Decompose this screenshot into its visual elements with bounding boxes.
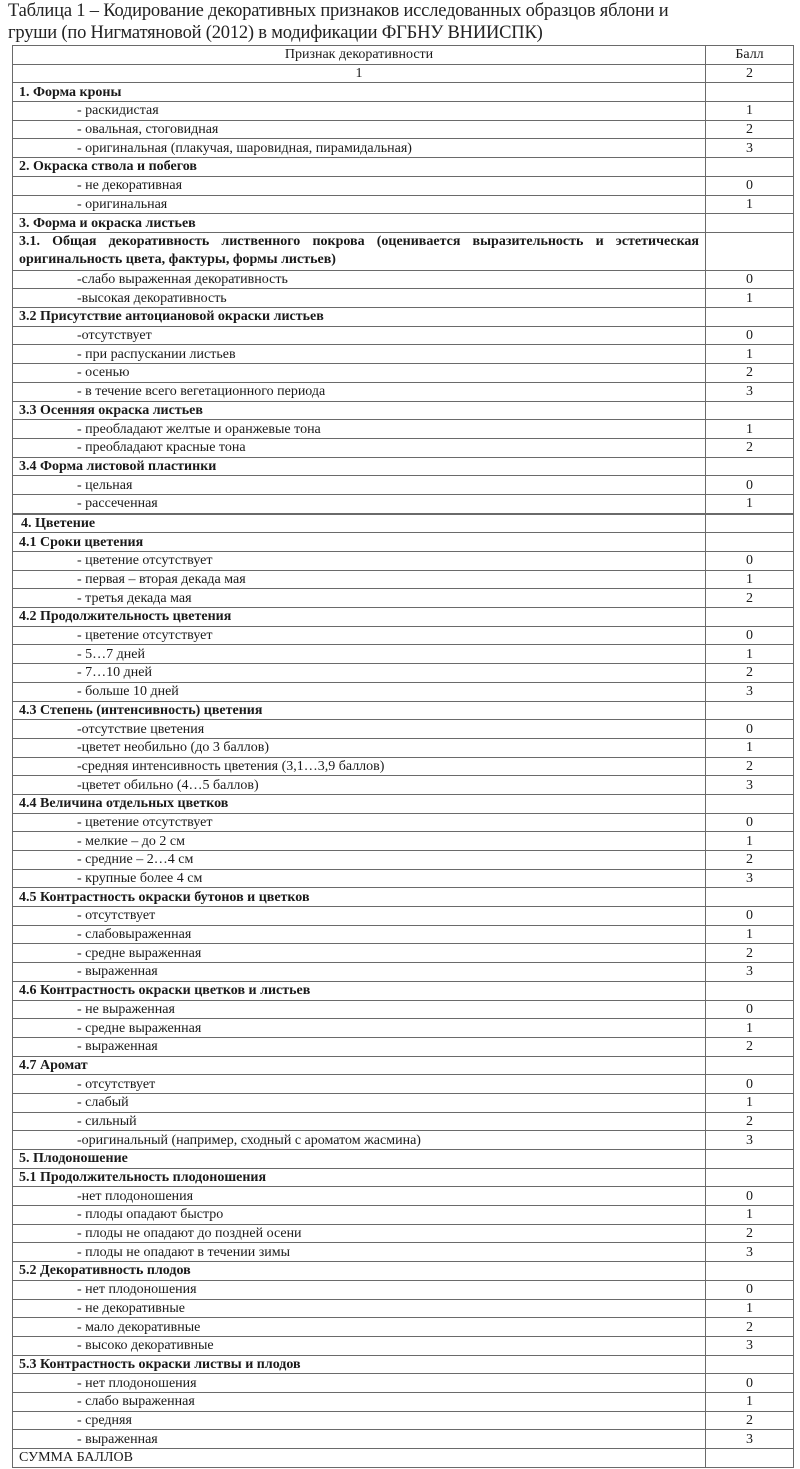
table-row-section [13, 83, 794, 102]
table-row-item [13, 195, 794, 214]
score-value: 1 [706, 1019, 794, 1038]
column-number-row [13, 64, 794, 83]
score-value: 3 [706, 963, 794, 982]
score-value: 3 [706, 1430, 794, 1449]
trait-label: - средняя [13, 1411, 706, 1430]
table-row-subsection [13, 1056, 794, 1075]
score-value [706, 514, 794, 533]
table-row-item [13, 851, 794, 870]
score-value: 3 [706, 869, 794, 888]
score-value: 1 [706, 420, 794, 439]
table-row-item [13, 270, 794, 289]
trait-label: 3.3 Осенняя окраска листьев [13, 401, 706, 420]
score-value: 1 [706, 832, 794, 851]
table-row-item [13, 289, 794, 308]
score-value [706, 1355, 794, 1374]
trait-label: 5.2 Декоративность плодов [13, 1262, 706, 1281]
score-value: 3 [706, 1336, 794, 1355]
trait-label: - плоды не опадают в течении зимы [13, 1243, 706, 1262]
trait-label: 4.7 Аромат [13, 1056, 706, 1075]
table-caption [8, 0, 798, 44]
score-value: 0 [706, 813, 794, 832]
table-row-subsection [13, 401, 794, 420]
trait-label: - средне выраженная [13, 1019, 706, 1038]
trait-label: -высокая декоративность [13, 289, 706, 308]
score-value [706, 981, 794, 1000]
table-row-item [13, 1075, 794, 1094]
score-value: 1 [706, 289, 794, 308]
trait-label: -слабо выраженная декоративность [13, 270, 706, 289]
table-row-item [13, 776, 794, 795]
table-row-item [13, 1131, 794, 1150]
trait-label: - мало декоративные [13, 1318, 706, 1337]
trait-label: - сильный [13, 1112, 706, 1131]
trait-label: -оригинальный (например, сходный с ароматом жасмина) [13, 1131, 706, 1150]
table-row-item [13, 494, 794, 513]
trait-label: 3. Форма и окраска листьев [13, 214, 706, 233]
trait-label: 4.5 Контрастность окраски бутонов и цветков [13, 888, 706, 907]
table-row-item [13, 326, 794, 345]
trait-label: - первая – вторая декада мая [13, 570, 706, 589]
score-value: 2 [706, 944, 794, 963]
score-value: 1 [706, 494, 794, 513]
trait-label: 4. Цветение [13, 514, 706, 533]
trait-label: - высоко декоративные [13, 1336, 706, 1355]
table-row-item [13, 176, 794, 195]
trait-label: - цветение отсутствует [13, 813, 706, 832]
trait-label: - овальная, стоговидная [13, 120, 706, 139]
table-row-total [13, 1449, 794, 1468]
trait-label: - выраженная [13, 963, 706, 982]
trait-label: - выраженная [13, 1037, 706, 1056]
table-row-subsection [13, 1355, 794, 1374]
trait-label: - крупные более 4 см [13, 869, 706, 888]
score-value: 1 [706, 345, 794, 364]
score-value [706, 608, 794, 627]
score-value: 2 [706, 851, 794, 870]
score-value: 1 [706, 102, 794, 121]
trait-label: - цветение отсутствует [13, 552, 706, 571]
table-row-item [13, 1280, 794, 1299]
table-row-item [13, 139, 794, 158]
table-row-section [13, 214, 794, 233]
trait-label: - оригинальная [13, 195, 706, 214]
score-value [706, 1168, 794, 1187]
table-row-item [13, 738, 794, 757]
column-number-1: 1 [13, 64, 706, 83]
score-value: 2 [706, 1411, 794, 1430]
column-number-2: 2 [706, 64, 794, 83]
score-value: 1 [706, 570, 794, 589]
table-row-item [13, 1243, 794, 1262]
table-row-item [13, 963, 794, 982]
table-row-item [13, 1299, 794, 1318]
table-row-section [13, 1150, 794, 1169]
trait-label: - при распускании листьев [13, 345, 706, 364]
table-row-section [13, 514, 794, 533]
table-row-item [13, 438, 794, 457]
table-row-item [13, 570, 794, 589]
score-value: 2 [706, 589, 794, 608]
table-row-subsection [13, 308, 794, 327]
table-row-subsection [13, 232, 794, 270]
score-value: 3 [706, 1243, 794, 1262]
trait-label: - не выраженная [13, 1000, 706, 1019]
table-row-item [13, 757, 794, 776]
score-value: 2 [706, 1224, 794, 1243]
score-value: 2 [706, 757, 794, 776]
trait-label: - выраженная [13, 1430, 706, 1449]
trait-label: - нет плодоношения [13, 1280, 706, 1299]
trait-label: 3.2 Присутствие антоциановой окраски листьев [13, 308, 706, 327]
trait-label: 4.4 Величина отдельных цветков [13, 794, 706, 813]
table-row-item [13, 1000, 794, 1019]
trait-label: - плоды опадают быстро [13, 1206, 706, 1225]
trait-label: - плоды не опадают до поздней осени [13, 1224, 706, 1243]
trait-label: 5. Плодоношение [13, 1150, 706, 1169]
score-value [706, 533, 794, 552]
header-score: Балл [706, 46, 794, 65]
table-row-item [13, 1037, 794, 1056]
decorative-traits-table [12, 45, 794, 1468]
trait-label: - преобладают красные тона [13, 438, 706, 457]
table-row-item [13, 813, 794, 832]
table-row-item [13, 1392, 794, 1411]
score-value [706, 1449, 794, 1468]
trait-label: -цветет необильно (до 3 баллов) [13, 738, 706, 757]
trait-label: 5.1 Продолжительность плодоношения [13, 1168, 706, 1187]
table-row-item [13, 869, 794, 888]
trait-label: - больше 10 дней [13, 682, 706, 701]
header-trait: Признак декоративности [13, 46, 706, 65]
table-row-item [13, 925, 794, 944]
table-row-item [13, 1093, 794, 1112]
table-row-item [13, 1318, 794, 1337]
table-row-item [13, 364, 794, 383]
table-row-subsection [13, 1168, 794, 1187]
trait-label: -отсутствие цветения [13, 720, 706, 739]
score-value [706, 1150, 794, 1169]
score-value: 3 [706, 382, 794, 401]
caption-line-2: груши (по Нигматяновой (2012) в модификации ФГБНУ ВНИИСПК) [8, 23, 543, 43]
table-row-item [13, 1187, 794, 1206]
trait-label: - преобладают желтые и оранжевые тона [13, 420, 706, 439]
table-row-item [13, 1374, 794, 1393]
table-row-subsection [13, 533, 794, 552]
trait-label: - оригинальная (плакучая, шаровидная, пирамидальная) [13, 139, 706, 158]
score-value: 0 [706, 1075, 794, 1094]
table-row-subsection [13, 701, 794, 720]
score-value [706, 214, 794, 233]
score-value: 0 [706, 176, 794, 195]
score-value: 2 [706, 438, 794, 457]
table-row-item [13, 720, 794, 739]
trait-label: - средне выраженная [13, 944, 706, 963]
trait-label: - в течение всего вегетационного периода [13, 382, 706, 401]
trait-label: - не декоративная [13, 176, 706, 195]
score-value: 3 [706, 139, 794, 158]
trait-label: 3.4 Форма листовой пластинки [13, 457, 706, 476]
score-value: 0 [706, 907, 794, 926]
trait-label: -средняя интенсивность цветения (3,1…3,9 баллов) [13, 757, 706, 776]
table-row-item [13, 1224, 794, 1243]
score-value: 1 [706, 645, 794, 664]
score-value: 3 [706, 1131, 794, 1150]
table-row-item [13, 1336, 794, 1355]
score-value [706, 457, 794, 476]
trait-label: -нет плодоношения [13, 1187, 706, 1206]
trait-label: 4.2 Продолжительность цветения [13, 608, 706, 627]
score-value [706, 83, 794, 102]
score-value: 1 [706, 925, 794, 944]
score-value: 1 [706, 1093, 794, 1112]
table-row-item [13, 645, 794, 664]
score-value [706, 232, 794, 270]
table-row-item [13, 664, 794, 683]
score-value: 2 [706, 120, 794, 139]
score-value [706, 1262, 794, 1281]
trait-label: - рассеченная [13, 494, 706, 513]
score-value: 1 [706, 1392, 794, 1411]
table-row-item [13, 1411, 794, 1430]
trait-label: -цветет обильно (4…5 баллов) [13, 776, 706, 795]
score-value [706, 158, 794, 177]
trait-label: - 5…7 дней [13, 645, 706, 664]
table-row-item [13, 1206, 794, 1225]
table-row-subsection [13, 794, 794, 813]
score-value: 2 [706, 1318, 794, 1337]
trait-label: - слабовыраженная [13, 925, 706, 944]
score-value: 1 [706, 1299, 794, 1318]
table-row-item [13, 552, 794, 571]
trait-label: - слабый [13, 1093, 706, 1112]
score-value [706, 701, 794, 720]
table-row-item [13, 626, 794, 645]
score-value: 1 [706, 1206, 794, 1225]
trait-label: - отсутствует [13, 907, 706, 926]
score-value: 0 [706, 552, 794, 571]
table-body [13, 83, 794, 1467]
table-row-item [13, 1112, 794, 1131]
table-row-subsection [13, 1262, 794, 1281]
trait-label: 4.3 Степень (интенсивность) цветения [13, 701, 706, 720]
table-row-item [13, 420, 794, 439]
caption-line-1: Таблица 1 – Кодирование декоративных признаков исследованных образцов яблони и [8, 1, 669, 21]
score-value [706, 1056, 794, 1075]
table-row-item [13, 345, 794, 364]
score-value: 1 [706, 738, 794, 757]
trait-label: - раскидистая [13, 102, 706, 121]
trait-label: - мелкие – до 2 см [13, 832, 706, 851]
trait-label: 2. Окраска ствола и побегов [13, 158, 706, 177]
score-value: 0 [706, 476, 794, 495]
table-row-item [13, 682, 794, 701]
trait-label: 5.3 Контрастность окраски листвы и плодов [13, 1355, 706, 1374]
trait-label: - слабо выраженная [13, 1392, 706, 1411]
table-row-item [13, 382, 794, 401]
score-value [706, 401, 794, 420]
table-row-subsection [13, 888, 794, 907]
trait-label: 1. Форма кроны [13, 83, 706, 102]
trait-label: 3.1. Общая декоративность лиственного покрова (оценивается выразительность и эстетическая оригинальность цвета, фактуры, формы листьев) [13, 232, 706, 270]
table-row-subsection [13, 981, 794, 1000]
table-row-item [13, 832, 794, 851]
trait-label: - нет плодоношения [13, 1374, 706, 1393]
table-row-item [13, 1019, 794, 1038]
score-value: 0 [706, 720, 794, 739]
score-value: 2 [706, 664, 794, 683]
score-value: 3 [706, 682, 794, 701]
score-value: 0 [706, 626, 794, 645]
score-value [706, 308, 794, 327]
trait-label: - осенью [13, 364, 706, 383]
score-value [706, 794, 794, 813]
score-value: 0 [706, 270, 794, 289]
table-row-item [13, 589, 794, 608]
score-value: 1 [706, 195, 794, 214]
trait-label: -отсутствует [13, 326, 706, 345]
trait-label: - средние – 2…4 см [13, 851, 706, 870]
score-value: 2 [706, 364, 794, 383]
trait-label: - третья декада мая [13, 589, 706, 608]
score-value: 2 [706, 1112, 794, 1131]
trait-label: 4.6 Контрастность окраски цветков и листьев [13, 981, 706, 1000]
score-value [706, 888, 794, 907]
score-value: 0 [706, 1374, 794, 1393]
table-row-subsection [13, 608, 794, 627]
trait-label: - не декоративные [13, 1299, 706, 1318]
table-row-item [13, 944, 794, 963]
table-row-item [13, 120, 794, 139]
table-row-item [13, 102, 794, 121]
table-row-item [13, 476, 794, 495]
trait-label: СУММА БАЛЛОВ [13, 1449, 706, 1468]
score-value: 0 [706, 1187, 794, 1206]
score-value: 3 [706, 776, 794, 795]
score-value: 2 [706, 1037, 794, 1056]
trait-label: - цветение отсутствует [13, 626, 706, 645]
table-row-subsection [13, 457, 794, 476]
trait-label: 4.1 Сроки цветения [13, 533, 706, 552]
table-row-section [13, 158, 794, 177]
trait-label: - 7…10 дней [13, 664, 706, 683]
table-row-item [13, 907, 794, 926]
score-value: 0 [706, 1280, 794, 1299]
trait-label: - цельная [13, 476, 706, 495]
header-row [13, 46, 794, 65]
trait-label: - отсутствует [13, 1075, 706, 1094]
score-value: 0 [706, 326, 794, 345]
table-row-item [13, 1430, 794, 1449]
score-value: 0 [706, 1000, 794, 1019]
